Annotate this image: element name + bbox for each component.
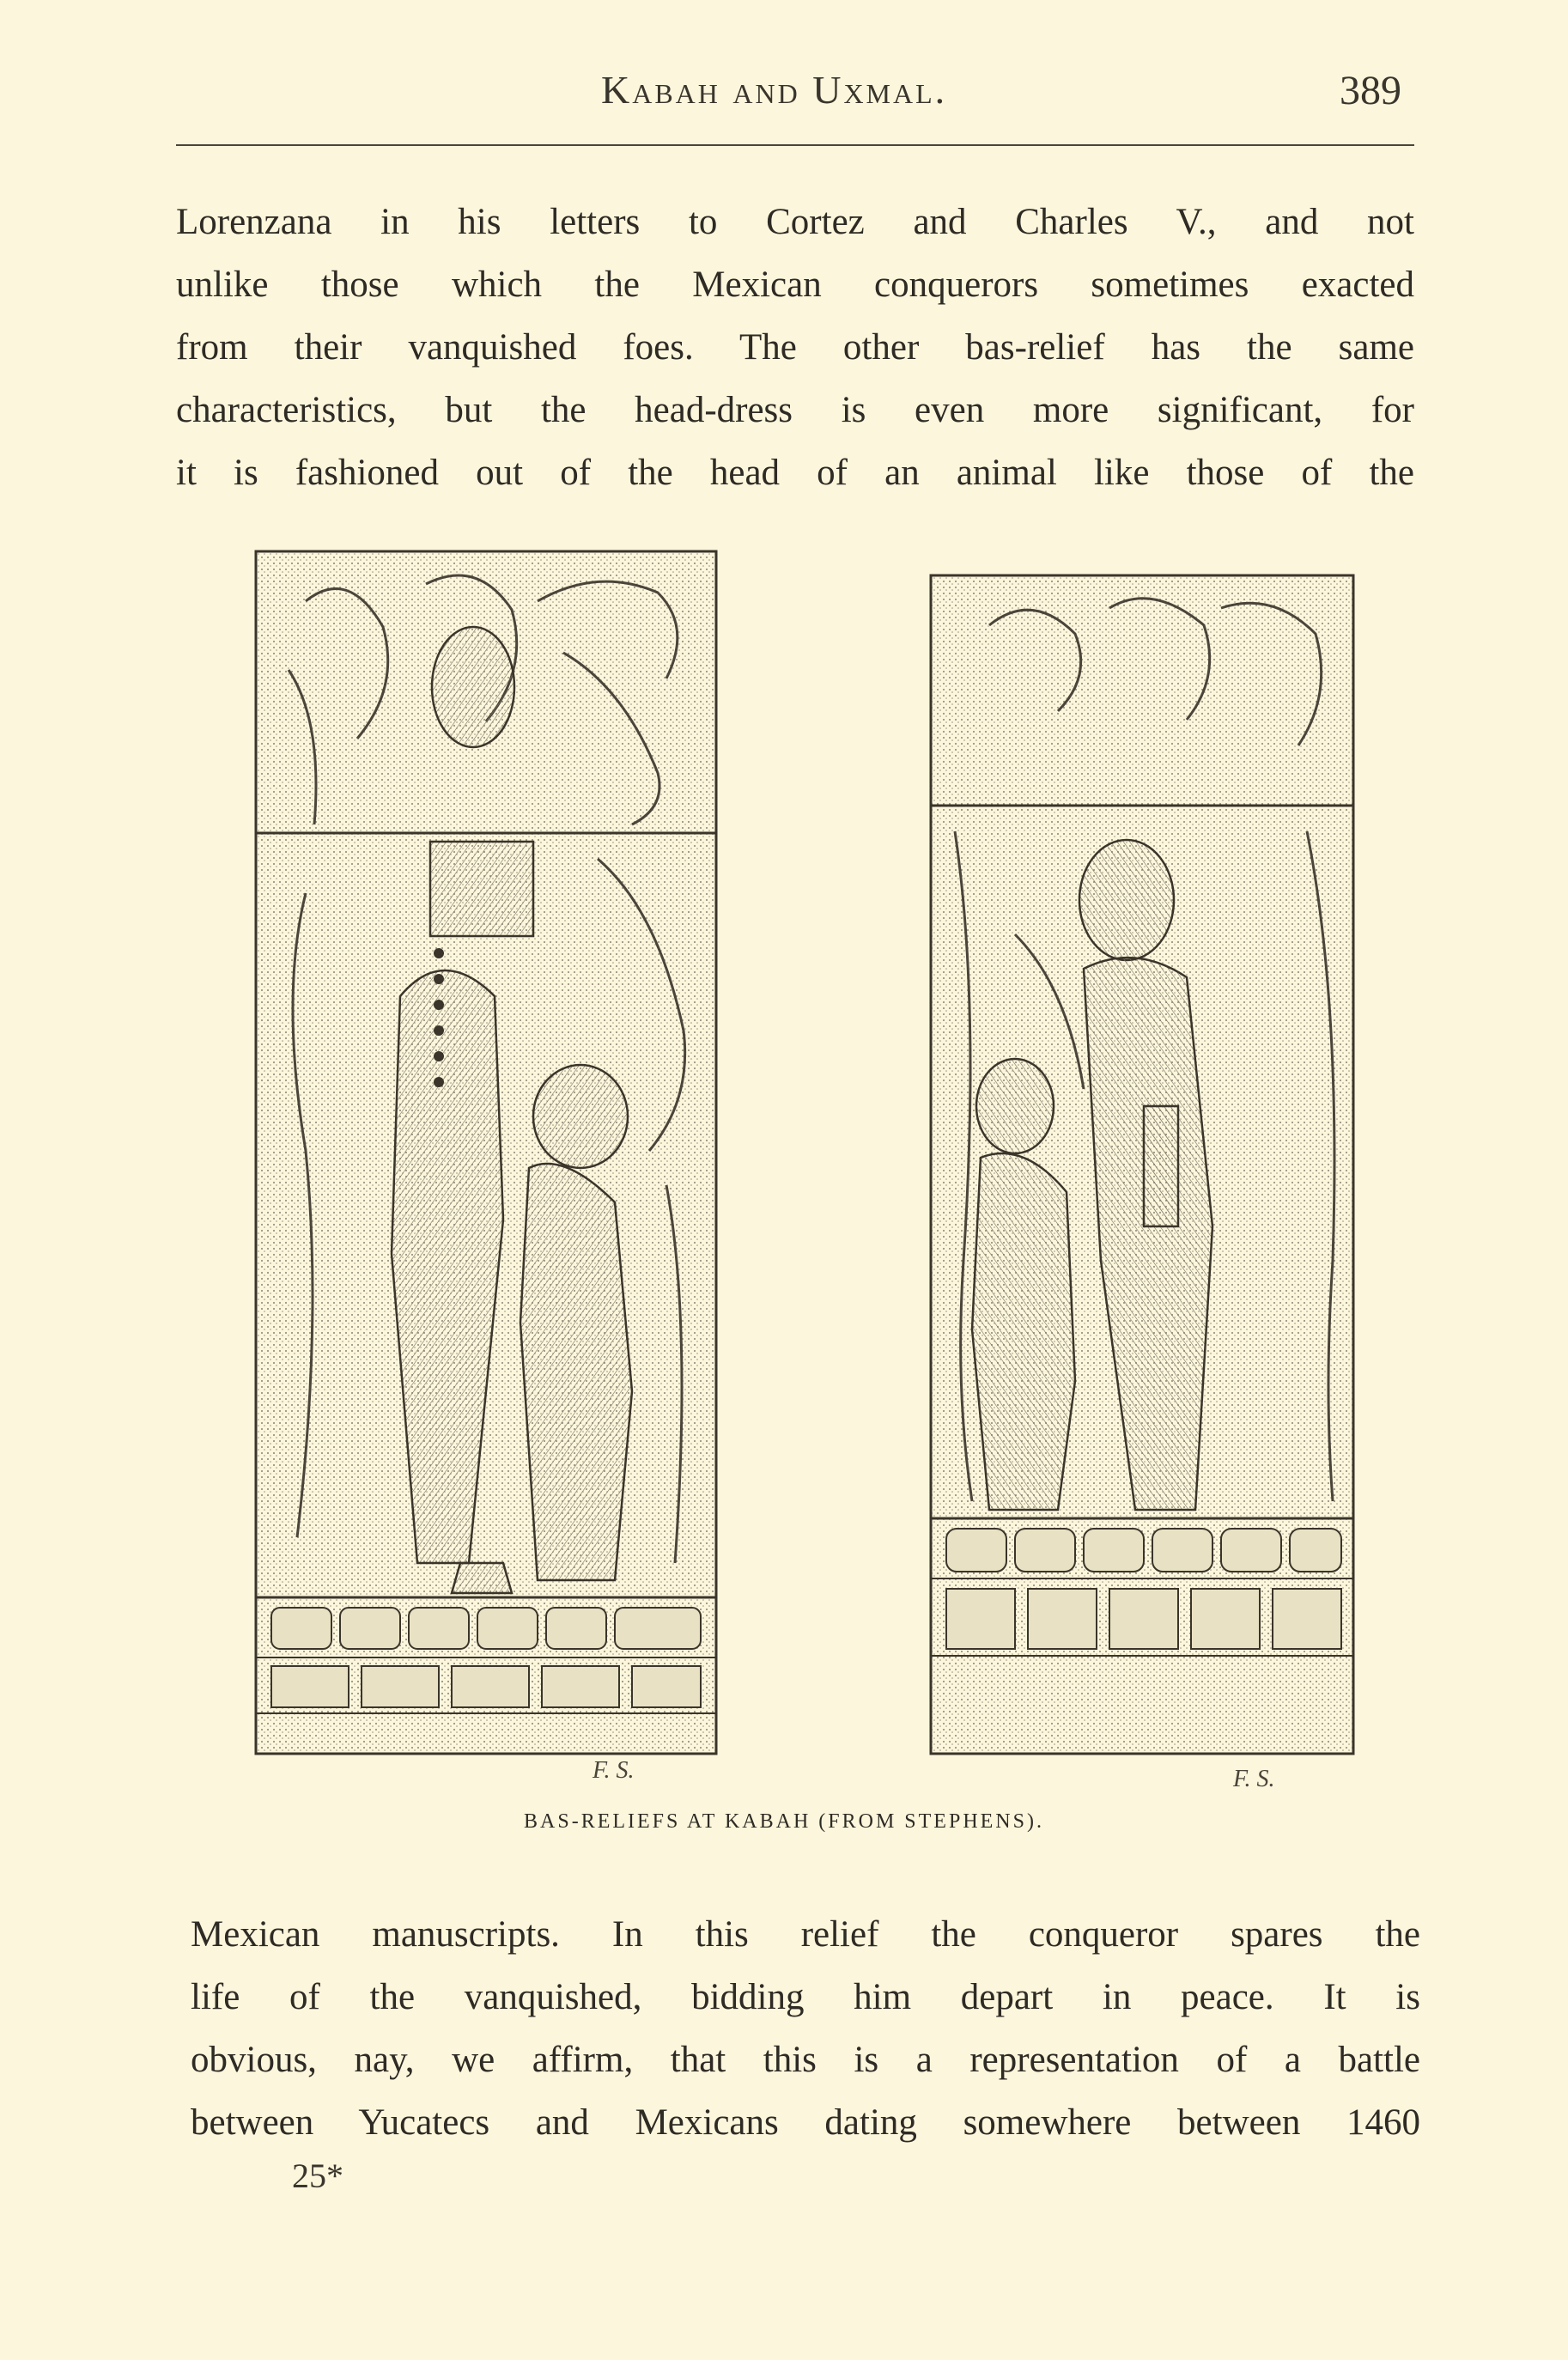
bas-relief-right [929, 574, 1357, 1769]
bas-relief-left [254, 550, 721, 1769]
figure-caption-text: BAS-RELIEFS AT KABAH (FROM STEPHENS). [524, 1810, 1044, 1833]
text-line: unlike those which the Mexican conquerors sometimes exacted [176, 265, 1414, 305]
page-number: 389 [1340, 68, 1401, 113]
text-line: obvious, nay, we affirm, that this is a representation of a battle [191, 2040, 1420, 2080]
header-rule [176, 144, 1414, 146]
running-head [0, 67, 1568, 127]
text-line: Lorenzana in his letters to Cortez and Charles V., and not [176, 202, 1414, 242]
figure-caption [0, 1810, 1568, 1834]
text-line: from their vanquished foes. The other bas-relief has the same [176, 327, 1414, 368]
text-line: Mexican manuscripts. In this relief the conqueror spares the [191, 1914, 1420, 1955]
text-line: it is fashioned out of the head of an animal like those of the [176, 453, 1414, 493]
body-text-top [176, 191, 1414, 504]
running-title: Kabah and Uxmal. [601, 68, 948, 112]
text-line: between Yucatecs and Mexicans dating somewhere between 1460 [191, 2102, 1420, 2143]
text-line: life of the vanquished, bidding him depart in peace. It is [191, 1977, 1420, 2017]
body-text-bottom [191, 1903, 1420, 2154]
artist-mark-left: F. S. [593, 1757, 635, 1784]
signature-mark: 25* [292, 2156, 343, 2195]
artist-mark-right: F. S. [1233, 1766, 1275, 1792]
text-line: characteristics, but the head-dress is even more significant, for [176, 390, 1414, 430]
